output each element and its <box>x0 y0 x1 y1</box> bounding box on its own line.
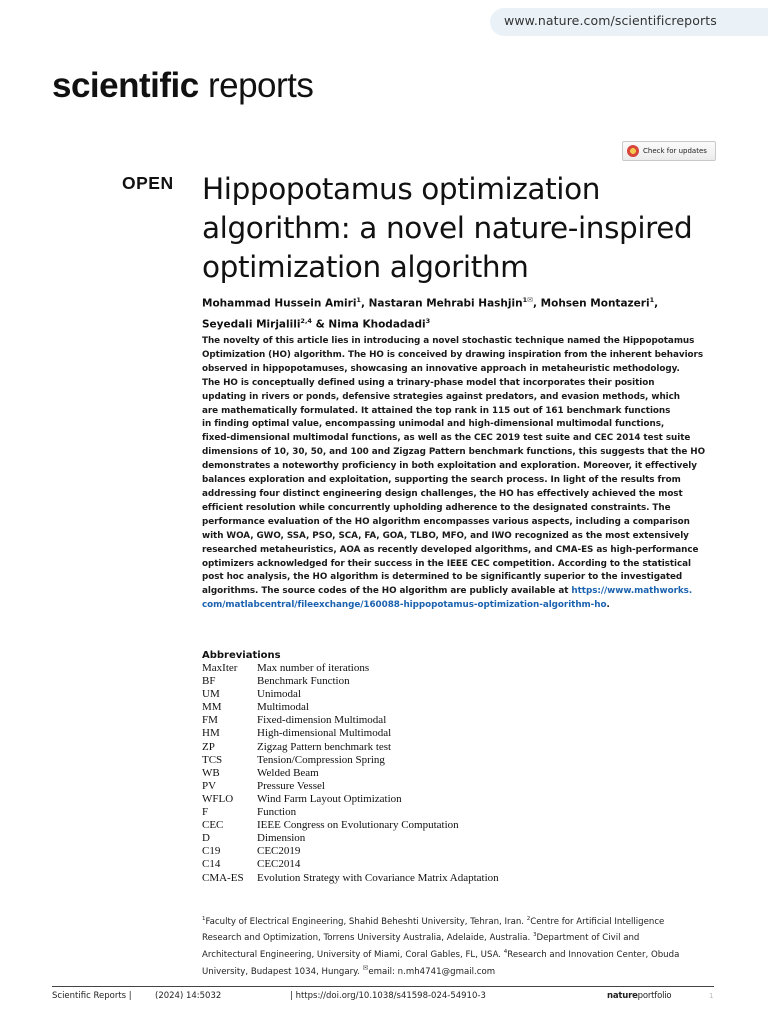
open-access-label: OPEN <box>122 173 174 193</box>
affiliation-text: Centre for Artificial Intelligence <box>530 916 665 927</box>
abbreviation-row <box>202 662 722 675</box>
abbreviation-value: Max number of iterations <box>257 662 370 674</box>
abbreviation-row <box>202 675 722 688</box>
abbreviation-key: FM <box>202 714 218 727</box>
abstract-line: balances exploration and exploitation, supporting the search process. In light of the results from <box>202 475 681 486</box>
abstract-line: performance evaluation of the HO algorithm encompasses various aspects, including a comparison <box>202 516 690 527</box>
abbreviation-row <box>202 832 722 845</box>
abstract-line <box>202 585 716 599</box>
author-name[interactable]: Nastaran Mehrabi Hashjin <box>368 297 523 310</box>
affiliation-number: 1 <box>202 916 206 922</box>
abbreviation-value: CEC2019 <box>257 845 301 858</box>
abbreviation-value: Benchmark Function <box>257 675 350 688</box>
abbreviation-value: Zigzag Pattern benchmark test <box>257 740 392 753</box>
abbreviation-row <box>202 767 722 780</box>
abstract-line: The novelty of this article lies in introducing a novel stochastic technique named the Hippopotamus <box>202 336 695 346</box>
abbreviation-row <box>202 688 722 701</box>
affiliation-text: Department of Civil and <box>536 933 640 944</box>
separator: & <box>311 318 329 330</box>
affiliation-line <box>202 946 715 962</box>
abbreviation-key: ZP <box>202 740 215 753</box>
affiliation-text: University, Budapest 1034, Hungary. <box>202 966 363 977</box>
affiliation-text: Research and Innovation Center, Obuda <box>507 949 680 960</box>
title-line: algorithm: a novel nature-inspired <box>202 211 693 245</box>
affiliation-ref[interactable]: 1 <box>356 296 361 304</box>
author-list <box>202 292 722 333</box>
abbreviation-value: Fixed-dimension Multimodal <box>257 714 387 727</box>
footer-doi-link[interactable]: | https://doi.org/10.1038/s41598-024-54910-3 <box>290 991 486 1001</box>
abbreviation-value: Pressure Vessel <box>257 779 325 792</box>
abbreviation-value: IEEE Congress on Evolutionary Computation <box>257 819 459 832</box>
abbreviation-key: HM <box>202 727 220 740</box>
journal-logo-light: reports <box>198 66 314 105</box>
author-name[interactable]: Mohsen Montazeri <box>540 297 650 310</box>
article-title <box>202 170 722 287</box>
journal-logo-bold: scientific <box>52 66 199 105</box>
affiliation-text: Faculty of Electrical Engineering, Shahid Beheshti University, Tehran, Iran. <box>205 916 527 927</box>
abbreviation-key: BF <box>202 675 216 688</box>
abstract-line: addressing four distinct engineering design challenges, the HO has effectively achieved the most <box>202 488 683 499</box>
footer-journal: Scientific Reports | <box>52 991 132 1001</box>
affiliation-line <box>202 913 715 929</box>
abstract-line: efficient resolution while concurrently upholding adherence to the designated constraints. The <box>202 502 671 513</box>
abbreviation-row <box>202 727 722 740</box>
email-icon: ✉ <box>362 964 369 973</box>
abbreviation-value: Wind Farm Layout Optimization <box>257 792 402 805</box>
affiliation-number: 4 <box>503 948 508 955</box>
abbreviation-value: Welded Beam <box>257 766 319 779</box>
affiliation-ref[interactable]: 3 <box>425 316 431 325</box>
affiliation-text: Architectural Engineering, University of Miami, Coral Gables, FL, USA. <box>202 949 504 960</box>
source-code-link[interactable]: com/matlabcentral/fileexchange/160088-hippopotamus-optimization-algorithm-ho <box>202 600 607 611</box>
abstract-line: observed in hippopotamuses, showcasing an innovative approach in metaheuristic methodology. <box>202 363 680 374</box>
abstract-tail: algorithms. The source codes of the HO algorithm are publicly available at <box>202 586 572 597</box>
abbreviation-value: Multimodal <box>257 701 309 714</box>
affiliation-number: 2 <box>526 916 531 922</box>
abbreviation-value: Evolution Strategy with Covariance Matrix Adaptation <box>257 871 499 884</box>
abstract <box>202 335 716 613</box>
abbreviation-row <box>202 872 722 885</box>
footer-citation: (2024) 14:5032 <box>155 991 222 1001</box>
affiliation-line <box>202 929 715 945</box>
affiliation-ref[interactable]: 2,4 <box>300 316 312 325</box>
abbreviation-key: C19 <box>202 845 221 858</box>
abbreviation-key: UM <box>202 688 220 701</box>
abbreviation-row <box>202 845 722 858</box>
abstract-line: are mathematically formulated. It attained the top rank in 115 out of 161 benchmark functions <box>202 405 671 416</box>
nature-portfolio-logo <box>607 991 671 1001</box>
author-name[interactable]: Seyedali Mirjalili <box>202 318 301 330</box>
page-number: 1 <box>709 992 714 1000</box>
abbreviation-row <box>202 701 722 714</box>
abbreviation-key: WB <box>202 766 220 779</box>
abbreviation-key: CEC <box>202 819 224 832</box>
check-for-updates-button[interactable] <box>622 141 716 161</box>
abbreviation-value: Dimension <box>257 832 306 845</box>
abstract-line: with WOA, GWO, SSA, PSO, SCA, FA, GOA, TLBO, MFO, and IWO recognized as the most extensively <box>202 530 689 541</box>
title-line: Hippopotamus optimization <box>202 172 601 206</box>
affiliation-number: 3 <box>532 932 537 939</box>
affiliations <box>202 913 715 979</box>
author-name[interactable]: Mohammad Hussein Amiri <box>202 297 357 310</box>
separator: , <box>533 297 541 310</box>
abbreviation-value: High-dimensional Multimodal <box>257 727 392 740</box>
email-icon[interactable]: ✉ <box>527 296 533 304</box>
abbreviations-list <box>202 662 722 885</box>
abstract-line: The HO is conceptually defined using a trinary-phase model that incorporates their position <box>202 377 655 388</box>
corresponding-email[interactable]: email: n.mh4741@gmail.com <box>368 966 496 977</box>
abbreviation-key: MaxIter <box>202 662 238 674</box>
footer-divider <box>52 986 714 987</box>
abstract-line: dimensions of 10, 30, 50, and 100 and Zigzag Pattern benchmark functions, this suggests that the HO <box>202 447 706 458</box>
brand-bold: nature <box>607 991 638 1001</box>
abbreviations-heading: Abbreviations <box>202 650 281 661</box>
affiliation-line <box>202 962 715 979</box>
affiliation-ref[interactable]: 1 <box>522 296 528 304</box>
abbreviation-value: Function <box>257 806 297 819</box>
affiliation-text: Research and Optimization, Torrens University Australia, Adelaide, Australia. <box>202 933 533 944</box>
abbreviation-key: D <box>202 832 210 845</box>
journal-url[interactable]: www.nature.com/scientificreports <box>504 13 717 28</box>
title-line: optimization algorithm <box>202 250 529 284</box>
separator: , <box>360 297 369 310</box>
abbreviation-key: TCS <box>202 753 223 766</box>
abstract-line <box>202 599 716 613</box>
abstract-line: optimizers acknowledged for their success in the IEEE CEC competition. According to the statistical <box>202 558 692 569</box>
abbreviation-row <box>202 754 722 767</box>
abbreviation-key: C14 <box>202 858 221 871</box>
abbreviation-key: WFLO <box>202 792 234 805</box>
abbreviation-row <box>202 806 722 819</box>
separator: , <box>654 297 659 310</box>
abstract-line: updating in rivers or ponds, defensive strategies against predators, and evasion methods, which <box>202 391 680 402</box>
author-name[interactable]: Nima Khodadadi <box>328 318 426 330</box>
crossmark-icon <box>627 145 639 157</box>
abstract-line: in finding optimal value, encompassing unimodal and high-dimensional multimodal functions, <box>202 419 665 430</box>
abstract-line: fixed-dimensional multimodal functions, as well as the CEC 2019 test suite and CEC 2014 test suite <box>202 433 691 444</box>
abstract-line: Optimization (HO) algorithm. The HO is conceived by drawing inspiration from the inherent behaviors <box>202 349 704 360</box>
abstract-line: post hoc analysis, the HO algorithm is determined to be significantly superior to the investigated <box>202 572 683 583</box>
abbreviation-key: PV <box>202 779 217 792</box>
abbreviation-key: MM <box>202 701 222 714</box>
affiliation-ref[interactable]: 1 <box>649 296 655 304</box>
abbreviation-value: CEC2014 <box>257 858 301 871</box>
abbreviation-value: Tension/Compression Spring <box>257 753 385 766</box>
brand-light: portfolio <box>637 991 672 1001</box>
source-code-link[interactable]: https://www.mathworks. <box>571 586 693 597</box>
abstract-line: demonstrates a noteworthy proficiency in both exploitation and exploration. Moreover, it effectively <box>202 461 697 472</box>
abbreviation-row <box>202 793 722 806</box>
abbreviation-row <box>202 819 722 832</box>
check-for-updates-label: Check for updates <box>643 147 707 155</box>
abbreviation-key: CMA-ES <box>202 871 244 884</box>
abstract-line: researched metaheuristics, AOA as recently developed algorithms, and CMA-ES as high-performance <box>202 544 699 555</box>
abbreviation-row <box>202 858 722 871</box>
abstract-end: . <box>606 600 610 611</box>
abbreviation-row <box>202 741 722 754</box>
abbreviation-key: F <box>202 806 209 819</box>
journal-logo[interactable] <box>52 66 313 106</box>
abbreviation-row <box>202 714 722 727</box>
abbreviation-value: Unimodal <box>257 688 301 701</box>
abbreviation-row <box>202 780 722 793</box>
